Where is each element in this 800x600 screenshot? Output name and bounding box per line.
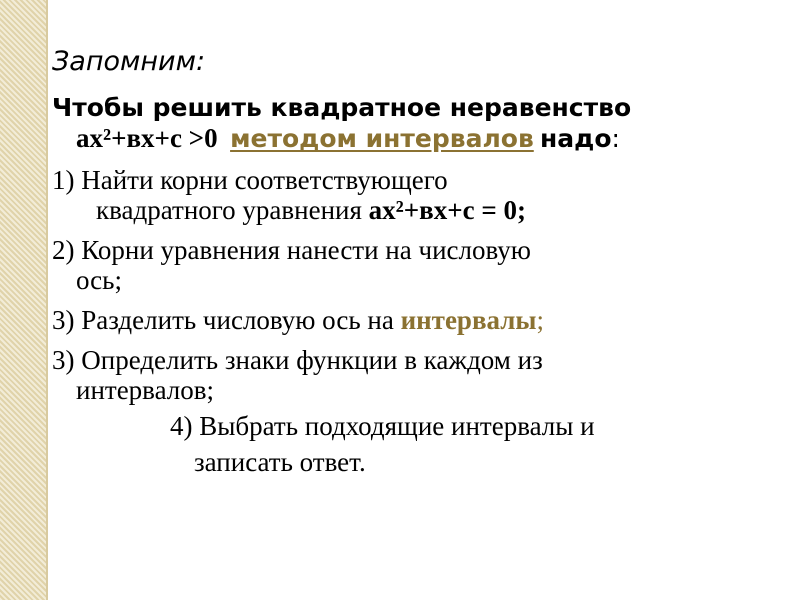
intro-tail: надо [540,124,612,153]
step-3-end: ; [536,305,545,335]
slide-title: Запомним: [52,46,206,77]
slide-body [52,93,792,477]
intro-line-2 [52,123,792,155]
intro-line-1: Чтобы решить квадратное неравенство [52,93,632,122]
step-1-line-2 [52,195,792,225]
step-1-line-1: 1) Найти корни соответствующего [52,165,448,195]
step-3-line-1 [52,305,792,335]
step-4-line-1: 3) Определить знаки функции в каждом из [52,345,543,375]
step-3-text: 3) Разделить числовую ось на [52,305,401,335]
intervals-highlight: интервалы [400,305,537,335]
stripe-divider [46,0,48,600]
equation-formula: ах²+вх+с = 0; [368,195,526,225]
decorative-stripe [0,0,46,600]
step-2-line-2: ось; [76,265,122,295]
step-4-line-2: интервалов; [76,375,215,405]
step-5-line-1: 4) Выбрать подходящие интервалы и [170,411,595,441]
intro-colon: : [611,124,620,153]
step-5-line-2: записать ответ. [194,447,366,477]
method-link[interactable]: методом интервалов [230,124,534,153]
step-2-line-1: 2) Корни уравнения нанести на числовую [52,235,531,265]
inequality-formula: ах²+вх+с >0 [76,123,218,153]
step-1-text: квадратного уравнения [96,195,369,225]
